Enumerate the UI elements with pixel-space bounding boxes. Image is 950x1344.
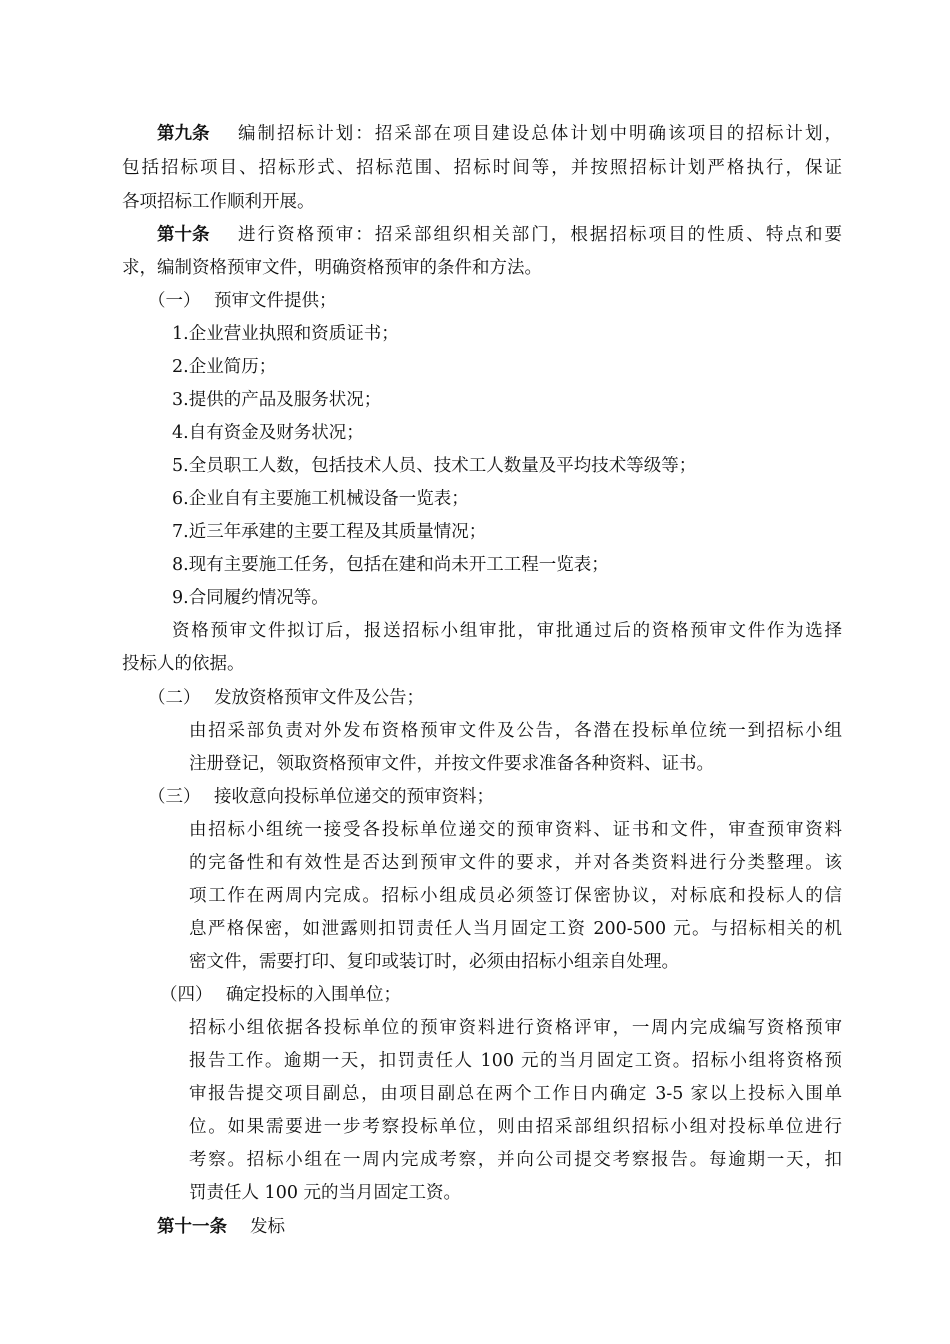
article-11-heading: 第十一条: [157, 1217, 227, 1237]
section-3-body-line: 息严格保密，如泄露则扣罚责任人当月固定工资 200-500 元。与招标相关的机: [189, 919, 842, 939]
section-3-label: （三）: [148, 787, 201, 807]
article-10-heading: 第十条: [157, 225, 210, 245]
article-10-line-1: 进行资格预审：招采部组织相关部门，根据招标项目的性质、特点和要: [238, 225, 842, 245]
list-item: 5.全员职工人数，包括技术人员、技术工人数量及平均技术等级等；: [172, 456, 697, 476]
section-3-body-line: 由招标小组统一接受各投标单位递交的预审资料、证书和文件，审查预审资料: [189, 820, 842, 840]
list-item: 7.近三年承建的主要工程及其质量情况；: [172, 522, 487, 542]
section-1-label: （一）: [148, 291, 201, 311]
section-3-title: 接收意向投标单位递交的预审资料；: [214, 787, 494, 807]
section-4-title: 确定投标的入围单位；: [226, 985, 401, 1005]
section-3-body-line: 密文件，需要打印、复印或装订时，必须由招标小组亲自处理。: [189, 952, 679, 972]
section-2-title: 发放资格预审文件及公告；: [214, 688, 424, 708]
section-3-body-line: 的完备性和有效性是否达到预审文件的要求，并对各类资料进行分类整理。该: [189, 853, 842, 873]
section-4-label: （四）: [160, 985, 213, 1005]
section-4-body-line: 考察。招标小组在一周内完成考察，并向公司提交考察报告。每逾期一天，扣: [189, 1150, 842, 1170]
section-3-body-line: 项工作在两周内完成。招标小组成员必须签订保密协议，对标底和投标人的信: [189, 886, 842, 906]
list-item: 4.自有资金及财务状况；: [172, 423, 364, 443]
list-item: 3.提供的产品及服务状况；: [172, 390, 382, 410]
list-item: 8.现有主要施工任务，包括在建和尚未开工工程一览表；: [172, 555, 609, 575]
article-10-line-2: 求，编制资格预审文件，明确资格预审的条件和方法。: [122, 258, 542, 278]
list-item: 1.企业营业执照和资质证书；: [172, 324, 399, 344]
section-1-note-line-1: 资格预审文件拟订后，报送招标小组审批，审批通过后的资格预审文件作为选择: [172, 621, 842, 641]
section-2-label: （二）: [148, 688, 201, 708]
article-9-line-1: 编制招标计划：招采部在项目建设总体计划中明确该项目的招标计划，: [238, 124, 842, 144]
section-4-body-line: 招标小组依据各投标单位的预审资料进行资格评审，一周内完成编写资格预审: [189, 1018, 842, 1038]
section-2-body-line: 由招采部负责对外发布资格预审文件及公告，各潜在投标单位统一到招标小组: [189, 721, 842, 741]
section-1-note-line-2: 投标人的依据。: [122, 654, 245, 674]
list-item: 2.企业简历；: [172, 357, 277, 377]
section-4-body-line: 审报告提交项目副总，由项目副总在两个工作日内确定 3-5 家以上投标入围单: [189, 1084, 842, 1104]
article-9-heading: 第九条: [157, 124, 210, 144]
section-4-body-line: 报告工作。逾期一天，扣罚责任人 100 元的当月固定工资。招标小组将资格预: [189, 1051, 842, 1071]
section-4-body-line: 位。如果需要进一步考察投标单位，则由招采部组织招标小组对投标单位进行: [189, 1117, 842, 1137]
list-item: 9.合同履约情况等。: [172, 588, 329, 608]
section-4-body-line: 罚责任人 100 元的当月固定工资。: [189, 1183, 462, 1203]
article-11-title: 发标: [250, 1217, 285, 1237]
list-item: 6.企业自有主要施工机械设备一览表；: [172, 489, 469, 509]
section-1-title: 预审文件提供；: [214, 291, 337, 311]
section-2-body-line: 注册登记，领取资格预审文件，并按文件要求准备各种资料、证书。: [189, 754, 714, 774]
article-9-line-3: 各项招标工作顺利开展。: [122, 192, 315, 212]
article-9-line-2: 包括招标项目、招标形式、招标范围、招标时间等，并按照招标计划严格执行，保证: [122, 158, 842, 178]
